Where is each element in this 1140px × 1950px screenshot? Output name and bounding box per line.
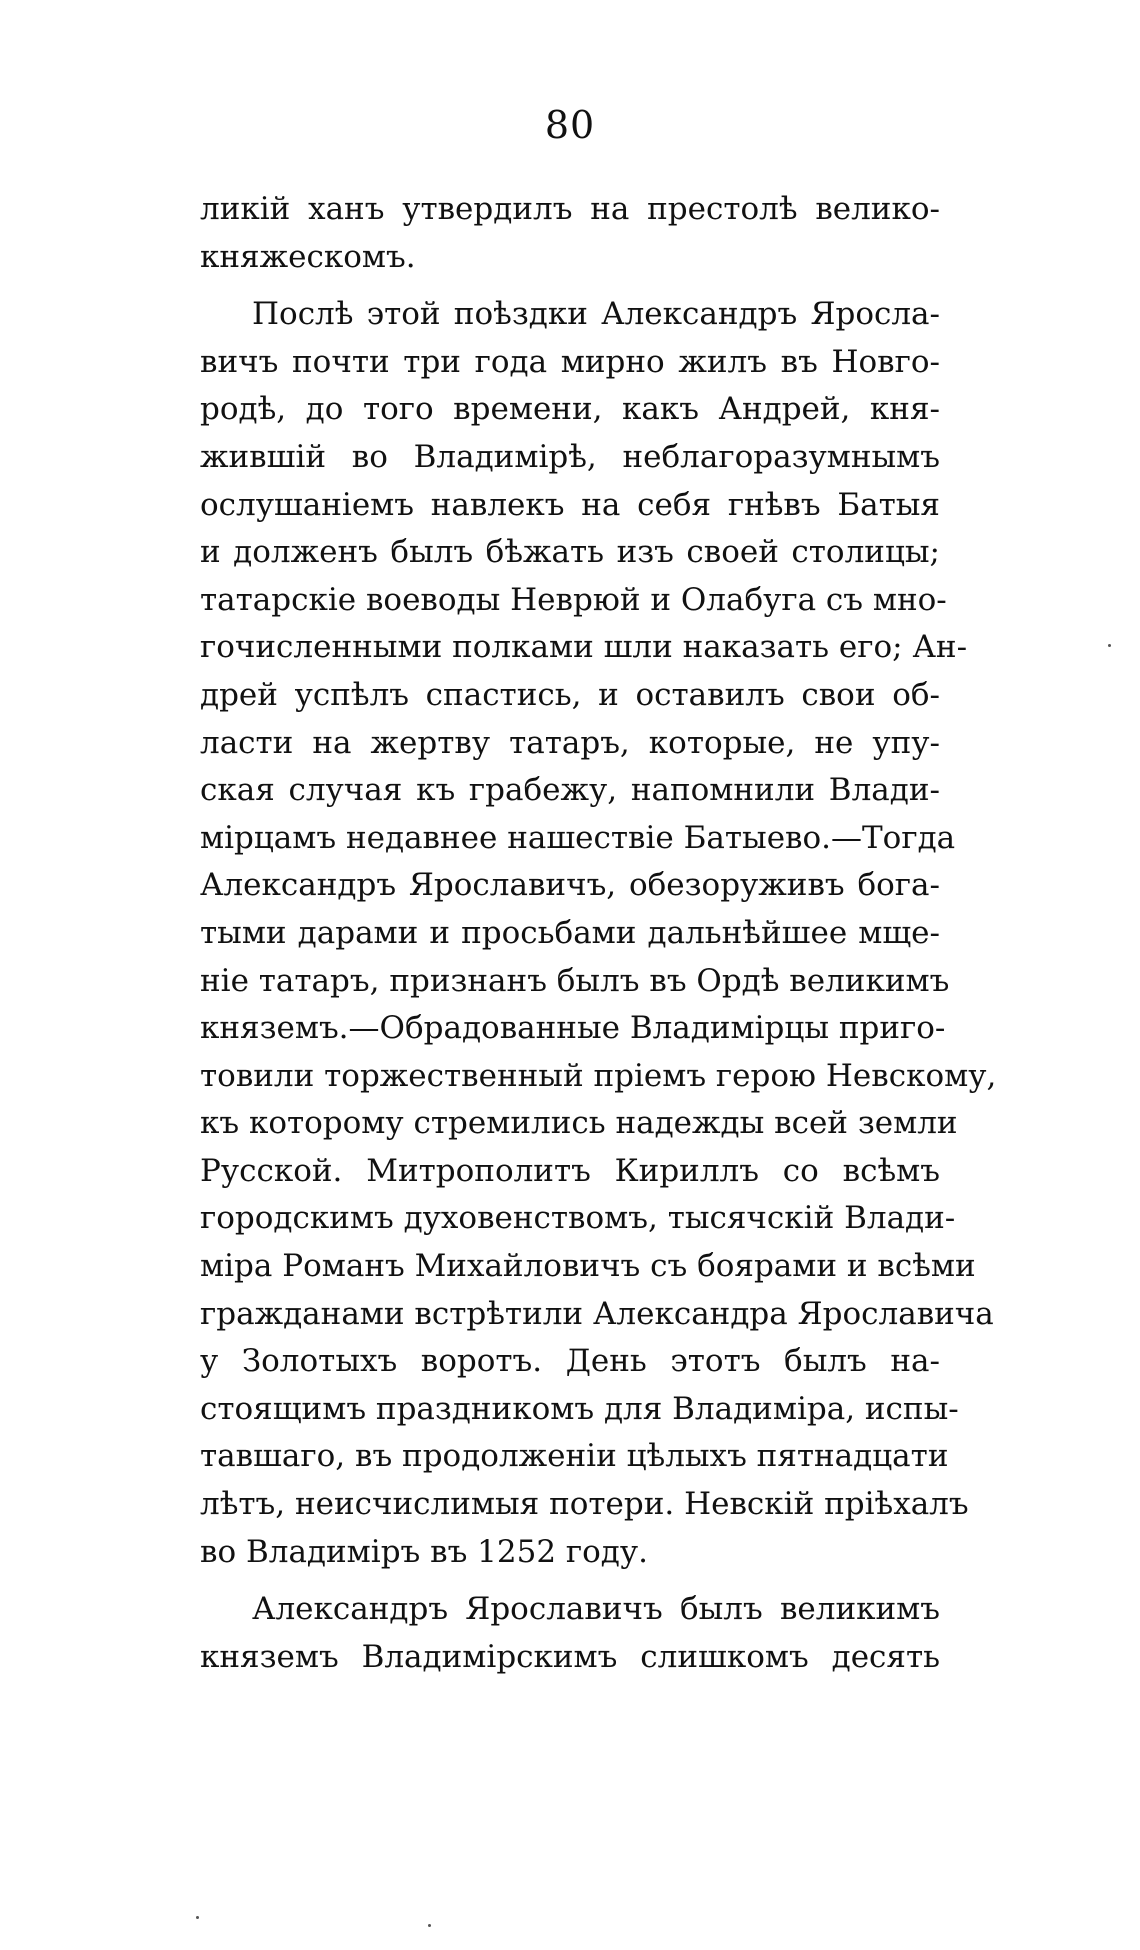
paragraph <box>200 186 940 281</box>
text-line: во Владиміръ въ 1252 году. <box>200 1533 648 1570</box>
paragraph <box>200 1586 940 1681</box>
body-text <box>200 186 997 1681</box>
text-line: лѣтъ, неисчислимыя потери. Невскій пріѣхалъ <box>200 1486 969 1523</box>
text-line: городскимъ духовенствомъ, тысячскій Влади- <box>200 1200 956 1237</box>
text-line: Александръ Ярославичъ былъ великимъ <box>252 1591 940 1628</box>
text-line: стоящимъ праздникомъ для Владиміра, испы- <box>200 1390 959 1427</box>
text-line: жившій во Владимірѣ, неблагоразумнымъ <box>200 438 940 475</box>
text-line: татарскіе воеводы Неврюй и Олабуга съ мно- <box>200 581 947 618</box>
text-line: дрей успѣлъ спастись, и оставилъ свои об- <box>200 676 940 713</box>
text-line: ніе татаръ, признанъ былъ въ Ордѣ великимъ <box>200 962 950 999</box>
scan-speck <box>428 1924 431 1927</box>
text-line: ская случая къ грабежу, напомнили Влади- <box>200 772 940 809</box>
text-line: Александръ Ярославичъ, обезоруживъ бога- <box>200 867 940 904</box>
text-line: Русской. Митрополитъ Кириллъ со всѣмъ <box>200 1152 940 1189</box>
paragraph <box>200 291 997 1576</box>
scan-speck <box>1108 644 1111 647</box>
scan-speck <box>196 1916 199 1919</box>
text-line: міра Романъ Михайловичъ съ боярами и всѣми <box>200 1248 976 1285</box>
text-line: ласти на жертву татаръ, которые, не упу- <box>200 724 940 761</box>
text-line: княземъ Владимірскимъ слишкомъ десять <box>200 1638 940 1675</box>
text-line: вичъ почти три года мирно жилъ въ Новго- <box>200 343 940 380</box>
text-line: ликій ханъ утвердилъ на престолѣ велико- <box>200 191 940 227</box>
text-line: у Золотыхъ воротъ. День этотъ былъ на- <box>200 1343 940 1380</box>
text-line: гочисленными полками шли наказать его; Ан- <box>200 629 968 666</box>
text-line: и долженъ былъ бѣжать изъ своей столицы; <box>200 534 940 571</box>
text-line: княжескомъ. <box>200 238 416 275</box>
text-line: мірцамъ недавнее нашествіе Батыево.—Тогда <box>200 819 956 856</box>
text-line: княземъ.—Обрадованные Владимірцы приго- <box>200 1010 946 1047</box>
text-line: къ которому стремились надежды всей земли <box>200 1105 958 1142</box>
text-line: Послѣ этой поѣздки Александръ Яросла- <box>252 296 940 333</box>
text-line: гражданами встрѣтили Александра Ярославича <box>200 1295 994 1332</box>
text-line: товили торжественный пріемъ герою Невскому, <box>200 1057 997 1094</box>
page-number: 80 <box>544 103 596 147</box>
text-line: тыми дарами и просьбами дальнѣйшее мще- <box>200 914 940 951</box>
text-line: ослушаніемъ навлекъ на себя гнѣвъ Батыя <box>200 486 940 523</box>
text-line: тавшаго, въ продолженіи цѣлыхъ пятнадцати <box>200 1438 949 1475</box>
text-line: родѣ, до того времени, какъ Андрей, кня- <box>200 391 940 428</box>
